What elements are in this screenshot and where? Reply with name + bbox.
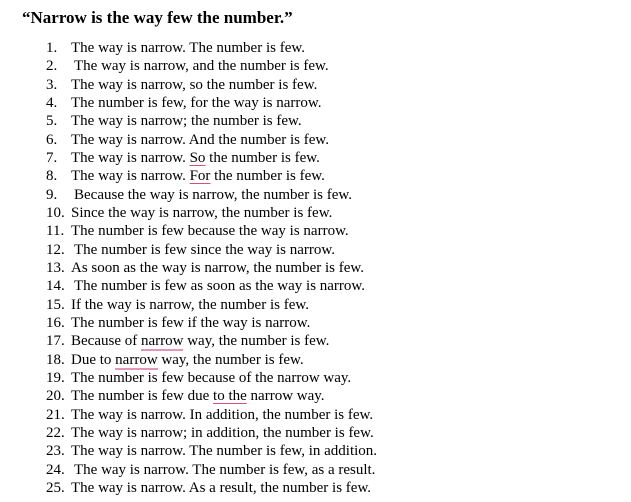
list-item-text-part: Due to [71,351,116,368]
list-item-text-part: the number is few. [210,168,325,185]
list-item-number: 2. [46,58,58,75]
list-item-text [71,332,329,350]
list-item-text [71,112,302,130]
list-item-text-part: narrow [115,351,158,368]
list-item-number: 6. [46,131,58,148]
list-item-text [74,461,375,479]
list-item-text-part: Since the way is narrow, the number is few. [71,204,333,221]
list-item-text-part: The way is narrow. The number is few, as a result. [74,461,376,478]
list-item-number: 18. [46,351,65,368]
list-item-text-part: The number is few as soon as the way is narrow. [74,278,366,295]
list-item-number: 19. [46,369,65,386]
list-item-number: 17. [46,333,65,350]
list-item-text [71,424,374,442]
list-item-number: 11. [46,223,65,240]
list-item-text [71,167,325,185]
list-item-text-part: For [189,168,211,185]
list-item-number: 3. [46,76,58,93]
list-item-text [71,387,325,405]
list-item-number: 16. [46,314,65,331]
list-item-text-part: to the [213,388,247,405]
list-item-number: 14. [46,278,65,295]
list-item-text-part: Because of [71,333,141,350]
list-item-text-part: The way is narrow, so the number is few. [71,76,318,93]
list-item-text [71,39,305,57]
list-item-text-part: narrow [140,333,184,350]
list-item-number: 9. [46,186,58,203]
list-item-number: 21. [46,406,65,423]
list-item-text-part: So [189,149,206,166]
list-item-text-part: way, the number is few. [157,351,304,368]
list-item-text-part: The way is narrow, and the number is few. [74,58,329,75]
list-item-text-part: The way is narrow. And the number is few. [71,131,329,148]
list-item-text [71,314,310,332]
list-item-text [71,131,329,149]
list-item-text [71,406,373,424]
list-item-text-part: The way is narrow. [71,168,190,185]
list-item-text-part: The number is few, for the way is narrow. [71,94,322,111]
list-item-number: 22. [46,424,65,441]
list-item-text-part: The way is narrow. The number is few, in addition. [71,443,378,460]
list-item-text-part: The number is few since the way is narrow. [74,241,336,258]
list-item-text [71,222,349,240]
list-item-text [71,369,351,387]
list-item-text-part: The number is few if the way is narrow. [71,314,311,331]
list-item-text [71,479,371,497]
list-item-text-part: The number is few because the way is narrow. [71,223,349,240]
list-item-number: 23. [46,443,65,460]
list-item-text [74,277,365,295]
list-item-text [71,442,377,460]
list-item-number: 5. [46,113,58,130]
list-item-number: 13. [46,259,65,276]
list-item-text-part: Because the way is narrow, the number is few. [74,186,352,203]
list-item-text [71,149,320,167]
list-item-text-part: The number is few due [71,388,214,405]
list-item-text [71,204,332,222]
list-item-text-part: The way is narrow; the number is few. [71,113,302,130]
list-item-text-part: The way is narrow. In addition, the number is few. [71,406,374,423]
list-item-text [74,57,329,75]
list-item-number: 24. [46,461,65,478]
list-item-text-part: The way is narrow. The number is few. [71,40,305,56]
list-item-text-part: If the way is narrow, the number is few. [71,296,309,313]
list-item-number: 25. [46,479,65,496]
list-item-text-part: The way is narrow. As a result, the number is few. [71,479,372,496]
list-item-text [71,94,321,112]
list-item-text-part: the number is few. [205,149,320,166]
list-item-number: 10. [46,204,65,221]
list-item-text-part: The way is narrow; in addition, the number is few. [71,424,374,441]
document-title: “Narrow is the way few the number.” [22,8,293,27]
list-item-text [71,259,364,277]
list-item-number: 12. [46,241,65,258]
list-item-number: 20. [46,388,65,405]
list-item-number: 8. [46,168,58,185]
list-item-text-part: way, the number is few. [183,333,330,350]
list-item-text-part: narrow way. [246,388,325,405]
list-item-number: 15. [46,296,65,313]
list-item-text [71,351,304,369]
list-item-text-part: The way is narrow. [71,149,190,166]
list-item-text [74,186,352,204]
list-item-number: 1. [46,40,58,56]
list-item-number: 4. [46,94,58,111]
list-item-number: 7. [46,149,58,166]
list-item-text-part: As soon as the way is narrow, the number is few. [71,259,364,276]
list-item-text [71,296,309,314]
list-item-text-part: The number is few because of the narrow way. [71,369,352,386]
list-item-text [74,241,335,259]
list-item-text [71,76,317,94]
